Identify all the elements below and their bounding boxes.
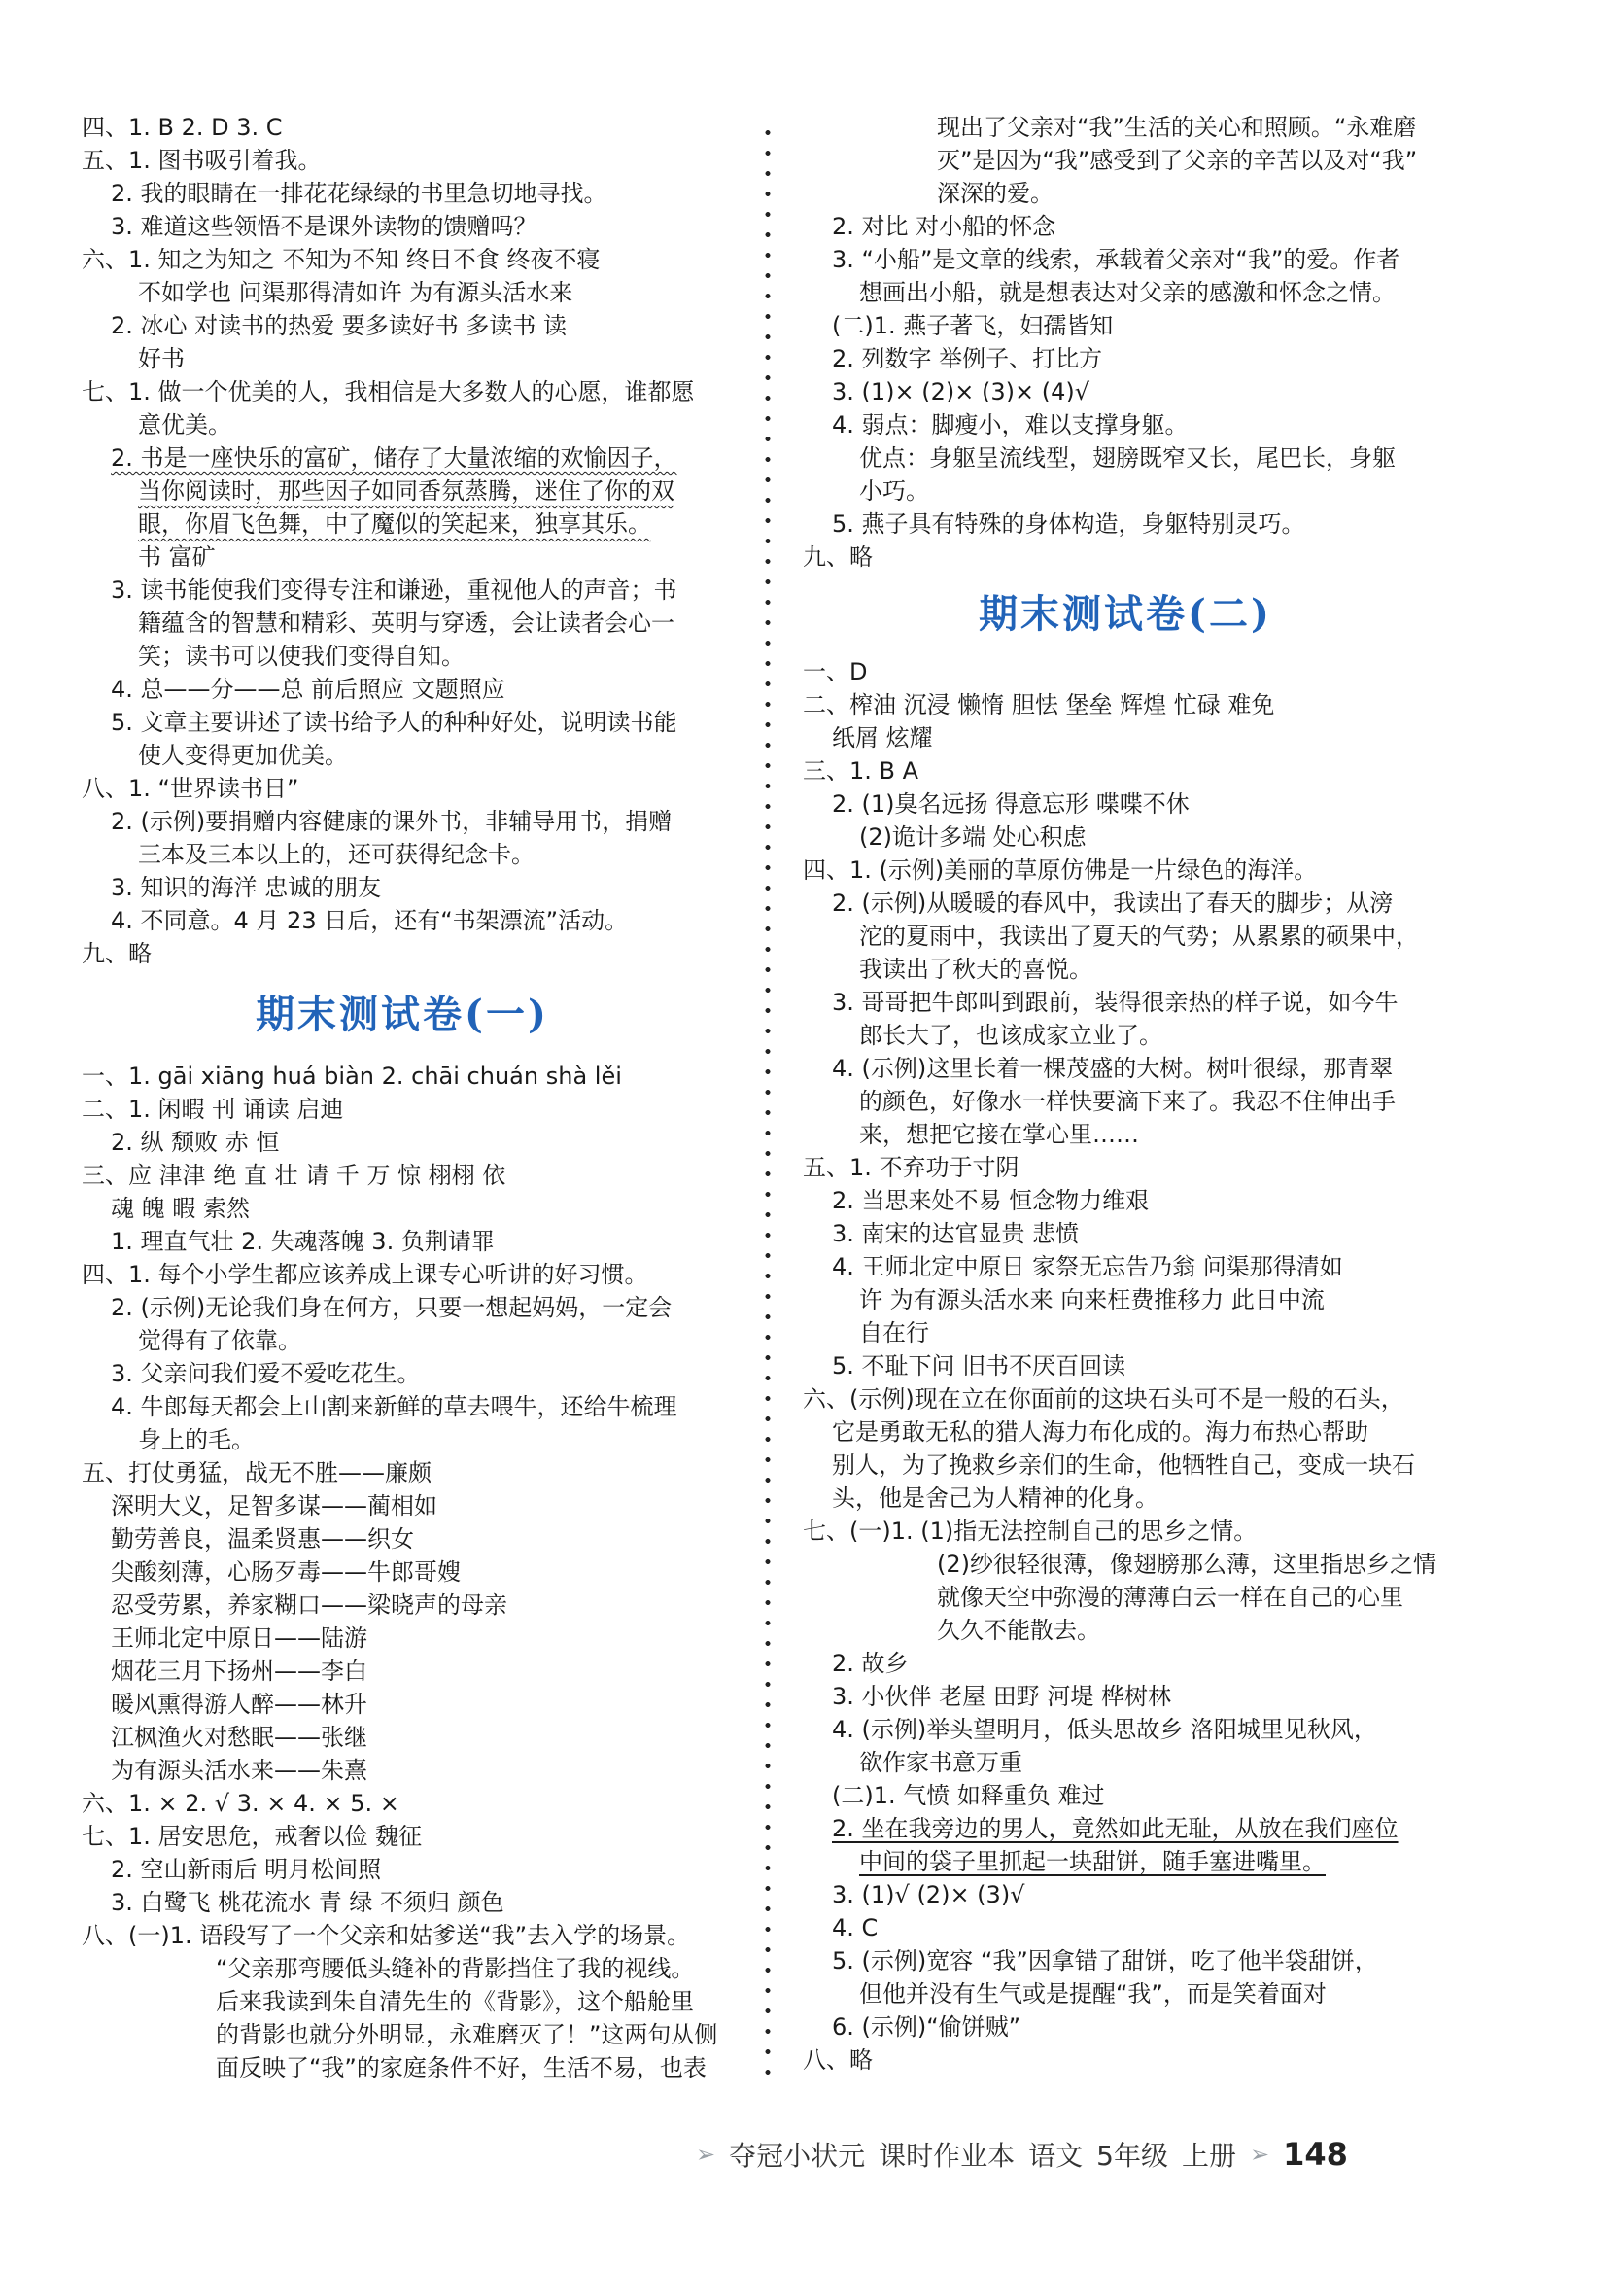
answer-line: 1. 理直气壮 2. 失魂落魄 3. 负荆请罪: [111, 1228, 495, 1255]
answer-line: 但他并没有生气或是提醒“我”，而是笑着面对: [859, 1980, 1327, 2008]
answer-line: 4. 总——分——总 前后照应 文题照应: [111, 676, 505, 703]
answer-line: 身上的毛。: [138, 1426, 255, 1453]
answer-line: 灭”是因为“我”感受到了父亲的辛苦以及对“我”: [937, 147, 1418, 174]
page-number: 148: [1283, 2136, 1348, 2173]
answer-line: 2. 故乡: [832, 1650, 909, 1677]
answer-line: 七、(一)1. (1)指无法控制自己的思乡之情。: [803, 1518, 1258, 1545]
answer-line: [803, 1812, 1448, 1845]
answer-line: [82, 507, 723, 541]
answer-line: 使人变得更加优美。: [138, 742, 348, 769]
footer-grade: 5年级: [1096, 2140, 1168, 2172]
answer-line: (二)1. 气愤 如释重负 难过: [832, 1782, 1105, 1809]
answer-line: 4. 王师北定中原日 家祭无忘告乃翁 问渠那得清如: [832, 1253, 1343, 1280]
answer-line: 5. 文章主要讲述了读书给予人的种种好处，说明读书能: [111, 709, 677, 736]
underlined-text: 2. 书是一座快乐的富矿，储存了大量浓缩的欢愉因子，: [111, 444, 677, 471]
answer-line: 笑；读书可以使我们变得自知。: [138, 643, 465, 670]
section-title: 期末测试卷(一): [256, 992, 549, 1037]
answer-line: 好书: [138, 345, 185, 372]
answer-line: 意优美。: [138, 411, 231, 438]
answer-line: 3. 父亲问我们爱不爱吃花生。: [111, 1360, 421, 1387]
answer-line: 2. (示例)要捐赠内容健康的课外书，非辅导用书，捐赠: [111, 808, 673, 835]
answer-line: 六、(示例)现在立在你面前的这块石头可不是一般的石头，: [803, 1385, 1404, 1413]
underlined-text: 2. 坐在我旁边的男人，竟然如此无耻，从放在我们座位: [832, 1815, 1399, 1842]
answer-line: 2. 纵 颓败 赤 恒: [111, 1129, 280, 1156]
answer-line: 2. 列数字 举例子、打比方: [832, 345, 1103, 372]
answer-line: 3. 难道这些领悟不是课外读物的馈赠吗？: [111, 213, 537, 240]
right-column: [803, 111, 1448, 2077]
answer-line: 后来我读到朱自清先生的《背影》，这个船舱里: [216, 1988, 694, 2015]
answer-line: 4. C: [832, 1914, 879, 1941]
answer-line: 五、1. 图书吸引着我。: [82, 147, 322, 174]
answer-line: 别人，为了挽救乡亲们的生命，他牺牲自己，变成一块石: [832, 1451, 1415, 1479]
answer-line: “父亲那弯腰低头缝补的背影挡住了我的视线。: [216, 1955, 695, 1982]
answer-line: 就像天空中弥漫的薄薄白云一样在自己的心里: [937, 1584, 1403, 1611]
answer-line: 四、1. 每个小学生都应该养成上课专心听讲的好习惯。: [82, 1261, 648, 1288]
answer-line: 深深的爱。: [937, 180, 1054, 207]
answer-line: 4. (示例)举头望明月，低头思故乡 洛阳城里见秋风，: [832, 1716, 1377, 1743]
answer-line: 二、榨油 沉浸 懒惰 胆怯 堡垒 辉煌 忙碌 难免: [803, 691, 1275, 718]
answer-line: 来，想把它接在掌心里……: [859, 1121, 1139, 1148]
answer-line: 忍受劳累，养家糊口——梁晓声的母亲: [111, 1591, 507, 1619]
column-divider: [765, 122, 771, 2086]
answer-line: 六、1. 知之为知之 不知为不知 终日不食 终夜不寝: [82, 246, 601, 273]
answer-line: 3. “小船”是文章的线索，承载着父亲对“我”的爱。作者: [832, 246, 1400, 273]
answer-line: 5. 燕子具有特殊的身体构造，身躯特别灵巧。: [832, 510, 1305, 538]
answer-line: 四、1. (示例)美丽的草原仿佛是一片绿色的海洋。: [803, 856, 1318, 884]
answer-line: 郎长大了，也该成家立业了。: [859, 1022, 1162, 1049]
answer-line: 3. 哥哥把牛郎叫到跟前，装得很亲热的样子说，如今牛: [832, 989, 1399, 1016]
answer-line: 八、略: [803, 2046, 873, 2074]
answer-line: 三、应 津津 绝 直 壮 请 千 万 惊 栩栩 依: [82, 1162, 506, 1189]
footer-arrow-icon: ➢: [1250, 2141, 1270, 2168]
underlined-text: 中间的袋子里抓起一块甜饼，随手塞进嘴里。: [859, 1848, 1326, 1875]
answer-line: 三本及三本以上的，还可获得纪念卡。: [138, 841, 535, 868]
answer-line: 不如学也 问渠那得清如许 为有源头活水来: [138, 279, 573, 306]
footer-subject: 语文: [1028, 2140, 1084, 2172]
answer-line: 尖酸刻薄，心肠歹毒——牛郎哥嫂: [111, 1558, 461, 1586]
answer-line: 勤劳善良，温柔贤惠——织女: [111, 1525, 414, 1553]
answer-line: 2. 我的眼睛在一排花花绿绿的书里急切地寻找。: [111, 180, 607, 207]
answer-line: 它是勇敢无私的猎人海力布化成的。海力布热心帮助: [832, 1418, 1368, 1446]
answer-line: (二)1. 燕子著飞，妇孺皆知: [832, 312, 1114, 339]
answer-line: 3. 白鹭飞 桃花流水 青 绿 不须归 颜色: [111, 1889, 504, 1916]
answer-line: 三、1. B A: [803, 757, 919, 785]
underlined-text: 眼，你眉飞色舞，中了魔似的笑起来，独享其乐。: [138, 510, 651, 538]
answer-line: 沱的夏雨中，我读出了夏天的气势；从累累的硕果中，: [859, 923, 1419, 950]
answer-line: 书 富矿: [138, 543, 216, 571]
answer-line: 3. (1)√ (2)× (3)√: [832, 1881, 1025, 1908]
answer-line: 九、略: [803, 543, 873, 571]
answer-line: 江枫渔火对愁眠——张继: [111, 1724, 367, 1751]
answer-line: 面反映了“我”的家庭条件不好，生活不易，也表: [216, 2054, 707, 2081]
underlined-text: 当你阅读时，那些因子如同香氛蒸腾，迷住了你的双: [138, 477, 674, 505]
answer-line: 王师北定中原日——陆游: [111, 1624, 367, 1652]
footer-book: 课时作业本: [879, 2140, 1016, 2172]
answer-line: 4. 弱点：脚瘦小，难以支撑身躯。: [832, 411, 1189, 438]
answer-line: 六、1. × 2. √ 3. × 4. × 5. ×: [82, 1790, 399, 1817]
answer-line: 二、1. 闲暇 刊 诵读 启迪: [82, 1096, 344, 1123]
answer-line: 3. 读书能使我们变得专注和谦逊，重视他人的声音；书: [111, 576, 677, 604]
answer-line: 一、D: [803, 658, 868, 685]
answer-line: 2. (1)臭名远扬 得意忘形 喋喋不休: [832, 790, 1190, 818]
answer-line: [803, 1845, 1448, 1878]
answer-line: 一、1. gāi xiāng huá biàn 2. chāi chuán shà lěi: [82, 1063, 622, 1090]
answer-line: 久久不能散去。: [937, 1617, 1100, 1644]
answer-line: 的背影也就分外明显，永难磨灭了！”这两句从侧: [216, 2021, 718, 2048]
answer-line: 头，他是舍己为人精神的化身。: [832, 1484, 1158, 1512]
answer-line: 籍蕴含的智慧和精彩、英明与穿透，会让读者会心一: [138, 610, 674, 637]
answer-line: 3. 南宋的达官显贵 悲愤: [832, 1220, 1080, 1247]
answer-line: 自在行: [859, 1319, 929, 1346]
answer-line: 许 为有源头活水来 向来枉费推移力 此日中流: [859, 1286, 1325, 1313]
answer-line: 觉得有了依靠。: [138, 1327, 301, 1354]
answer-line: 4. 不同意。4 月 23 日后，还有“书架漂流”活动。: [111, 907, 629, 934]
answer-line: 欲作家书意万重: [859, 1749, 1022, 1776]
answer-line: 我读出了秋天的喜悦。: [859, 956, 1092, 983]
answer-line: 七、1. 做一个优美的人，我相信是大多数人的心愿，谁都愿: [82, 378, 695, 405]
answer-line: (2)纱很轻很薄，像翅膀那么薄，这里指思乡之情: [937, 1551, 1436, 1578]
footer-arrow-icon: ➢: [696, 2141, 716, 2168]
section-title: 期末测试卷(二): [979, 591, 1272, 637]
answer-line: 现出了父亲对“我”生活的关心和照顾。“永难磨: [937, 114, 1417, 141]
footer-brand: 夺冠小状元: [729, 2140, 866, 2172]
answer-line: 6. (示例)“偷饼贼”: [832, 2013, 1021, 2041]
answer-line: 5. 不耻下问 旧书不厌百回读: [832, 1352, 1126, 1379]
answer-line: 深明大义，足智多谋——蔺相如: [111, 1492, 437, 1519]
answer-line: 小巧。: [859, 477, 929, 505]
answer-line: 2. 对比 对小船的怀念: [832, 213, 1056, 240]
answer-line: 的颜色，好像水一样快要滴下来了。我忍不住伸出手: [859, 1088, 1396, 1115]
page-footer: [696, 2131, 1348, 2178]
answer-line: 优点：身躯呈流线型，翅膀既窄又长，尾巴长，身躯: [859, 444, 1396, 471]
answer-line: 四、1. B 2. D 3. C: [82, 114, 283, 141]
footer-volume: 上册: [1181, 2140, 1236, 2172]
answer-line: 4. (示例)这里长着一棵茂盛的大树。树叶很绿，那青翠: [832, 1055, 1394, 1082]
answer-line: 八、(一)1. 语段写了一个父亲和姑爹送“我”去入学的场景。: [82, 1922, 691, 1949]
answer-line: 2. (示例)从暖暖的春风中，我读出了春天的脚步；从滂: [832, 890, 1394, 917]
answer-line: [82, 441, 723, 474]
answer-line: 5. (示例)宽容 “我”因拿错了甜饼，吃了他半袋甜饼，: [832, 1947, 1378, 1974]
answer-line: 2. (示例)无论我们身在何方，只要一想起妈妈，一定会: [111, 1294, 673, 1321]
answer-line: (2)诡计多端 处心积虑: [859, 823, 1087, 851]
answer-line: 烟花三月下扬州——李白: [111, 1658, 367, 1685]
answer-line: 3. 知识的海洋 忠诚的朋友: [111, 874, 382, 901]
answer-line: 七、1. 居安思危，戒奢以俭 魏征: [82, 1823, 423, 1850]
answer-line: 想画出小船，就是想表达对父亲的感激和怀念之情。: [859, 279, 1396, 306]
answer-line: 八、1. “世界读书日”: [82, 775, 299, 802]
answer-line: 暖风熏得游人醉——林升: [111, 1691, 367, 1718]
answer-line: 2. 空山新雨后 明月松间照: [111, 1856, 382, 1883]
answer-line: 九、略: [82, 940, 152, 967]
answer-line: 3. (1)× (2)× (3)× (4)√: [832, 378, 1090, 405]
answer-line: 3. 小伙伴 老屋 田野 河堤 桦树林: [832, 1683, 1172, 1710]
answer-line: 2. 冰心 对读书的热爱 要多读好书 多读书 读: [111, 312, 568, 339]
answer-line: [82, 474, 723, 507]
answer-line: 纸屑 炫耀: [832, 724, 933, 751]
left-column: [82, 111, 723, 2084]
answer-line: 魂 魄 暇 索然: [111, 1195, 250, 1222]
answer-line: 2. 当思来处不易 恒念物力维艰: [832, 1187, 1150, 1214]
answer-line: 五、1. 不弃功于寸阴: [803, 1154, 1019, 1181]
answer-line: 为有源头活水来——朱熹: [111, 1757, 367, 1784]
answer-line: 五、打仗勇猛，战无不胜——廉颇: [82, 1459, 432, 1486]
answer-line: 4. 牛郎每天都会上山割来新鲜的草去喂牛，还给牛梳理: [111, 1393, 677, 1420]
